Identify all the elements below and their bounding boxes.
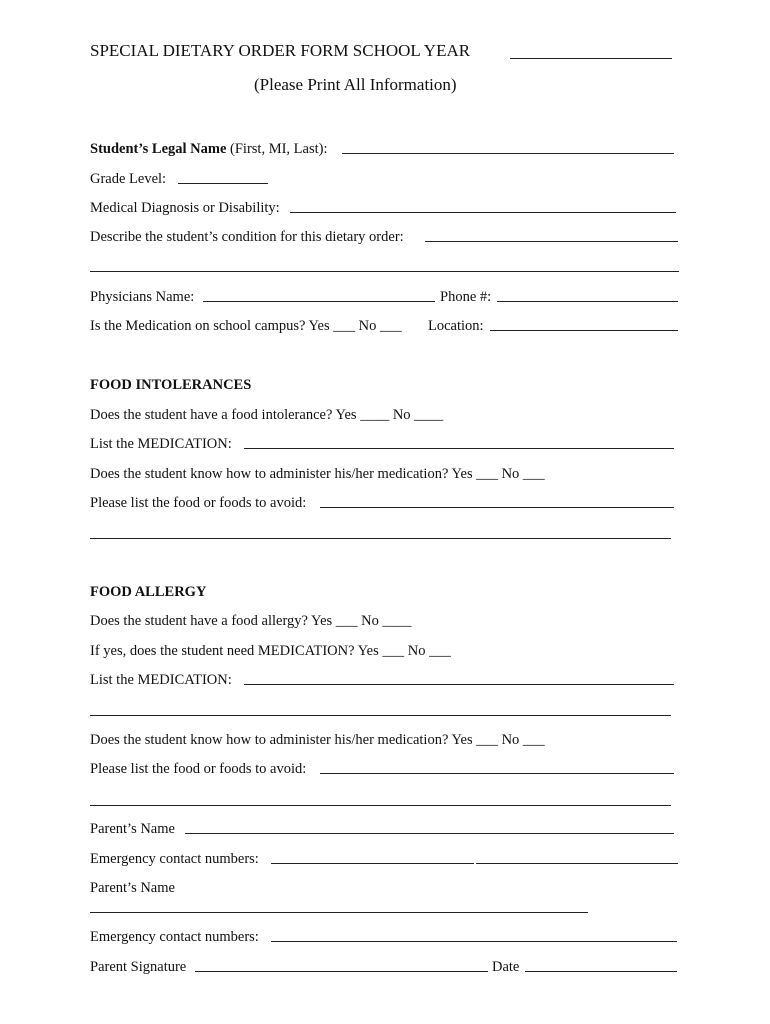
allergy-need-med-question: If yes, does the student need MEDICATION? Yes ___ No ___	[90, 643, 451, 659]
allergy-avoid-field-line-2[interactable]	[90, 805, 671, 806]
allergy-administer-question: Does the student know how to administer his/her medication? Yes ___ No ___	[90, 732, 545, 748]
diagnosis-label: Medical Diagnosis or Disability:	[90, 200, 280, 216]
physician-label: Physicians Name:	[90, 289, 195, 305]
parent-name-label-2: Parent’s Name	[90, 880, 175, 896]
phone-label: Phone #:	[440, 289, 492, 305]
intolerance-avoid-field-line-2[interactable]	[90, 538, 671, 539]
emergency-contact-label-1: Emergency contact numbers:	[90, 851, 259, 867]
intolerance-medication-label: List the MEDICATION:	[90, 436, 232, 452]
emergency-contact-field-1b[interactable]	[476, 863, 678, 864]
emergency-contact-label-2: Emergency contact numbers:	[90, 929, 259, 945]
phone-field[interactable]	[497, 301, 678, 302]
location-label: Location:	[428, 318, 484, 334]
allergy-medication-label: List the MEDICATION:	[90, 672, 232, 688]
allergy-question: Does the student have a food allergy? Yes ___ No ____	[90, 613, 412, 629]
intolerance-question: Does the student have a food intolerance? Yes ____ No ____	[90, 407, 444, 423]
location-field[interactable]	[490, 330, 678, 331]
emergency-contact-field-2[interactable]	[271, 941, 677, 942]
med-on-campus-question: Is the Medication on school campus? Yes ___ No ___	[90, 318, 402, 334]
intolerance-avoid-label: Please list the food or foods to avoid:	[90, 495, 307, 511]
student-name-label: Student’s Legal Name (First, MI, Last):	[90, 141, 328, 157]
condition-field-line-2[interactable]	[90, 271, 679, 272]
diagnosis-field[interactable]	[290, 212, 676, 213]
parent-name-field-2[interactable]	[90, 912, 588, 913]
parent-signature-field[interactable]	[195, 971, 488, 972]
intolerance-medication-field[interactable]	[244, 448, 674, 449]
intolerance-administer-question: Does the student know how to administer his/her medication? Yes ___ No ___	[90, 466, 545, 482]
emergency-contact-field-1a[interactable]	[271, 863, 474, 864]
condition-field[interactable]	[425, 241, 678, 242]
parent-signature-label: Parent Signature	[90, 959, 187, 975]
student-name-field[interactable]	[342, 153, 674, 154]
school-year-field[interactable]	[510, 58, 672, 59]
parent-name-label-1: Parent’s Name	[90, 821, 175, 837]
food-intolerances-heading: FOOD INTOLERANCES	[90, 377, 252, 393]
physician-field[interactable]	[203, 301, 435, 302]
parent-name-field-1[interactable]	[185, 833, 674, 834]
allergy-avoid-field[interactable]	[320, 773, 674, 774]
date-field[interactable]	[525, 971, 677, 972]
allergy-medication-field-line-2[interactable]	[90, 715, 671, 716]
food-allergy-heading: FOOD ALLERGY	[90, 584, 207, 600]
date-label: Date	[492, 959, 520, 975]
intolerance-avoid-field[interactable]	[320, 507, 674, 508]
form-title: SPECIAL DIETARY ORDER FORM SCHOOL YEAR	[90, 41, 471, 60]
condition-label: Describe the student’s condition for this dietary order:	[90, 229, 404, 245]
allergy-medication-field[interactable]	[244, 684, 674, 685]
allergy-avoid-label: Please list the food or foods to avoid:	[90, 761, 307, 777]
grade-level-field[interactable]	[178, 183, 268, 184]
grade-level-label: Grade Level:	[90, 171, 167, 187]
form-subtitle: (Please Print All Information)	[254, 75, 457, 94]
